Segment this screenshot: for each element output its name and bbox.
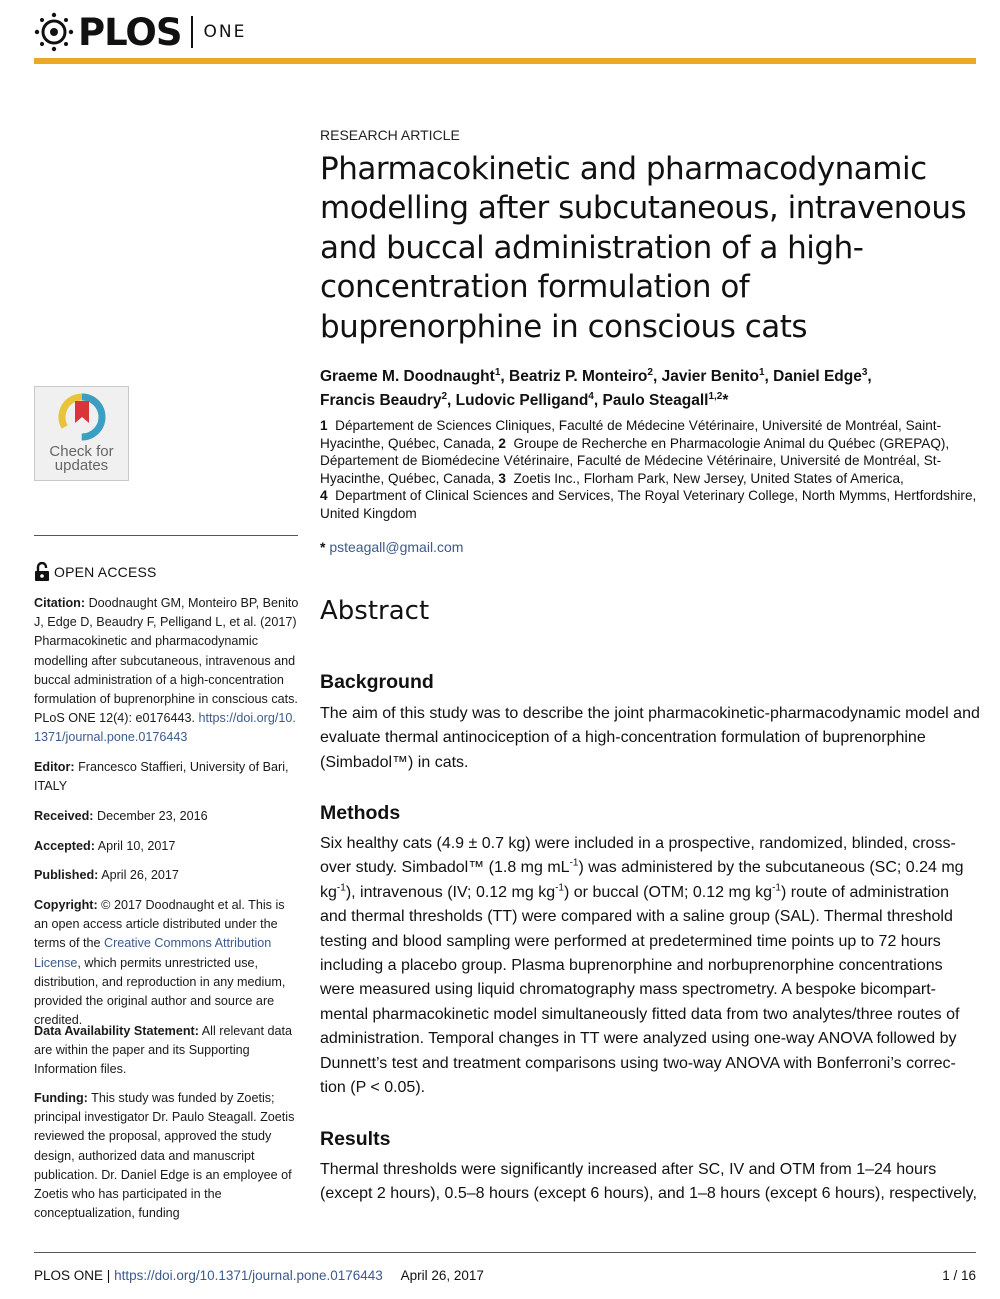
journal-logo[interactable] — [34, 10, 246, 54]
plos-logo-icon — [34, 12, 74, 52]
logo-divider — [191, 16, 193, 48]
background-heading: Background — [320, 671, 434, 693]
article-type: RESEARCH ARTICLE — [320, 127, 460, 143]
footer-citation: PLOS ONE | https://doi.org/10.1371/journal.pone.0176443 April 26, 2017 — [34, 1268, 484, 1283]
author[interactable]: Francis Beaudry — [320, 392, 442, 410]
open-lock-icon — [34, 562, 50, 582]
article-title: Pharmacokinetic and pharmacodynamic modelling after subcutaneous, intravenous and buccal administration of a high-concentration formulation of buprenorphine in conscious cats — [320, 151, 967, 345]
logo-plos-text: PLOS — [78, 10, 182, 54]
email-link[interactable]: psteagall@gmail.com — [329, 539, 464, 555]
citation-block: Citation: Doodnaught GM, Monteiro BP, Benito J, Edge D, Beaudry F, Pelligand L, et al. (2017) Pharmacokinetic and pharmacodynamic modelling after subcutaneous, intravenous and buccal administration of a high-concentration formulation of buprenorphine in conscious cats. PLoS ONE 12(4): e0176443. https://doi.org/10.1371/journal.pone.0176443 — [34, 596, 299, 745]
received-date: Received: December 23, 2016 — [34, 809, 208, 823]
open-access-badge — [34, 562, 157, 582]
author-list: Graeme M. Doodnaught$^1$, Beatriz P. Monteiro$^2$, Javier Benito$^1$, Daniel Edge$^3$, Francis Beaudry$^2$, Ludovic Pelligand$^4$, Paulo Steagall$^{1,2}$* — [320, 367, 872, 410]
footer-rule — [34, 1252, 976, 1253]
published-date: Published: April 26, 2017 — [34, 868, 179, 882]
results-text: Thermal thresholds were significantly increased after SC, IV and OTM from 1–24 hours (except 2 hours), 0.5–8 hours (except 6 hours), and 1–8 hours (except 6 hours), respectively, — [320, 1161, 977, 1203]
editor-block: Editor: Francesco Staffieri, University of Bari, ITALY — [34, 760, 289, 794]
author[interactable]: Graeme M. Doodnaught — [320, 368, 495, 386]
footer-journal: PLOS ONE — [34, 1268, 104, 1283]
author[interactable]: Javier Benito — [661, 368, 759, 386]
copyright-block: Copyright: © 2017 Doodnaught et al. This is an open access article distributed under the terms of the Creative Commons Attribution License, which permits unrestricted use, distribution, and reproduction in any medium, provided the original author and source are credited. — [34, 898, 286, 1028]
crossmark-icon — [58, 393, 106, 441]
open-access-label: OPEN ACCESS — [54, 564, 157, 580]
crossmark-label: Check for updates — [49, 443, 114, 474]
footer-date: April 26, 2017 — [400, 1268, 484, 1283]
methods-heading: Methods — [320, 802, 401, 824]
methods-text: Six healthy cats (4.9 ± 0.7 kg) were included in a prospective, randomized, blinded, cross-over study. Simbadol™ (1.8 mg $mL^{-1}$) was administered by the subcutaneous (SC; 0.24 mg $kg^{-1}$), intravenous (IV; 0.12 mg $kg^{-1}$) or buccal (OTM; 0.12 mg $kg^{-1}$) route of administration and thermal thresholds (TT) were compared with a saline group (SAL). Thermal threshold testing and blood sampling were performed at predetermined time points up to 72 hours including a placebo group. Plasma buprenorphine and norbuprenorphine concentrations were measured using liquid chromatography mass spectrometry. A bespoke bicompart-mental pharmacokinetic model simultaneously fitted data from two analytes/three routes of administration. Temporal changes in TT were analyzed using one-way ANOVA followed by Dunnett’s test and treatment comparisons using two-way ANOVA with Bonferroni’s correc-tion (P < 0.05). — [320, 835, 964, 1097]
page-number: 1 / 16 — [942, 1268, 976, 1283]
affiliations: 1 Département de Sciences Cliniques, Faculté de Médecine Vétérinaire, Université de Montréal, Saint-Hyacinthe, Québec, Canada, 2 Groupe de Recherche en Pharmacologie Animal du Québec (GREPAQ), Département de Biomédecine Vétérinaire, Faculté de Médecine Vétérinaire, Université de Montréal, St-Hyacinthe, Québec, Canada, 3 Zoetis Inc., Florham Park, New Jersey, United States of America, 4 Department of Clinical Sciences and Services, The Royal Veterinary College, North Mymms, Hertfordshire, United Kingdom — [320, 418, 977, 521]
citation-doi-link[interactable]: https://doi.org/10.1371/journal.pone.0176443 — [34, 711, 296, 745]
footer-doi-link[interactable]: https://doi.org/10.1371/journal.pone.0176443 — [114, 1268, 383, 1283]
author[interactable]: Paulo Steagall — [602, 392, 709, 410]
data-availability-block: Data Availability Statement: All relevant data are within the paper and its Supporting Information files. — [34, 1024, 293, 1077]
author[interactable]: Beatriz P. Monteiro — [509, 368, 648, 386]
logo-one-text: ONE — [203, 22, 247, 42]
abstract-heading: Abstract — [320, 596, 430, 626]
check-for-updates-badge[interactable] — [34, 386, 129, 481]
cc-license-link[interactable]: Creative Commons Attribution License — [34, 936, 272, 970]
results-heading: Results — [320, 1128, 391, 1150]
accepted-date: Accepted: April 10, 2017 — [34, 839, 176, 853]
author[interactable]: Daniel Edge — [773, 368, 862, 386]
author[interactable]: Ludovic Pelligand — [455, 392, 589, 410]
header-rule — [34, 58, 976, 64]
funding-block: Funding: This study was funded by Zoetis; principal investigator Dr. Paulo Steagall. Zoetis reviewed the proposal, approved the study design, authorized data and manuscript publication. Dr. Daniel Edge is an employee of Zoetis who has participated in the conceptualization, funding — [34, 1091, 295, 1221]
corresponding-email: * psteagall@gmail.com — [320, 539, 464, 555]
background-text: The aim of this study was to describe the joint pharmacokinetic-pharmacodynamic model and evaluate thermal antinociception of a high-concentration formulation of buprenorphine (Simbadol™) in cats. — [320, 705, 980, 771]
left-column-rule — [34, 535, 298, 536]
